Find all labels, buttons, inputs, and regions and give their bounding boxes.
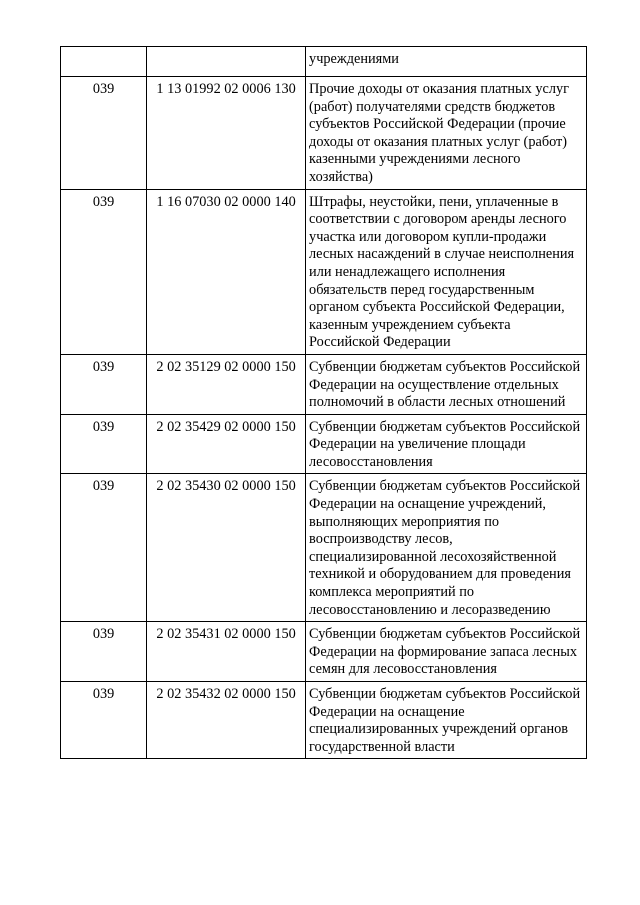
budget-code-cell: 2 02 35430 02 0000 150 [147,474,306,622]
revenue-name-cell: Субвенции бюджетам субъектов Российской Федерации на оснащение специализированных учреждений органов государственной власти [306,682,587,759]
table-row [61,47,587,77]
table-row [61,77,587,190]
budget-code-cell: 2 02 35129 02 0000 150 [147,354,306,414]
revenue-name-cell: Субвенции бюджетам субъектов Российской Федерации на осуществление отдельных полномочий в области лесных отношений [306,354,587,414]
table-row [61,682,587,759]
table-row [61,414,587,474]
admin-code-cell: 039 [61,682,147,759]
revenue-name-cell: учреждениями [306,47,587,77]
admin-code-cell: 039 [61,354,147,414]
revenue-name-cell: Субвенции бюджетам субъектов Российской Федерации на увеличение площади лесовосстановления [306,414,587,474]
table-row [61,474,587,622]
table-row [61,622,587,682]
budget-code-cell [147,47,306,77]
admin-code-cell: 039 [61,474,147,622]
admin-code-cell: 039 [61,622,147,682]
revenue-name-cell: Прочие доходы от оказания платных услуг (работ) получателями средств бюджетов субъектов Российской Федерации (прочие доходы от оказания платных услуг (работ) казенными учреждениями лесного хозяйства) [306,77,587,190]
budget-code-cell: 2 02 35429 02 0000 150 [147,414,306,474]
admin-code-cell: 039 [61,77,147,190]
revenue-name-cell: Штрафы, неустойки, пени, уплаченные в соответствии с договором аренды лесного участка или договором купли-продажи лесных насаждений в случае неисполнения или ненадлежащего исполнения обязательств перед государственным органом субъекта Российской Федерации, казенным учреждением субъекта Российской Федерации [306,189,587,354]
admin-code-cell: 039 [61,414,147,474]
table-row [61,354,587,414]
budget-code-cell: 1 13 01992 02 0006 130 [147,77,306,190]
budget-code-cell: 2 02 35431 02 0000 150 [147,622,306,682]
admin-code-cell [61,47,147,77]
table-row [61,189,587,354]
revenue-name-cell: Субвенции бюджетам субъектов Российской Федерации на оснащение учреждений, выполняющих мероприятия по воспроизводству лесов, специализированной лесохозяйственной техникой и оборудованием для проведения комплекса мероприятий по лесовосстановлению и лесоразведению [306,474,587,622]
revenue-name-cell: Субвенции бюджетам субъектов Российской Федерации на формирование запаса лесных семян для лесовосстановления [306,622,587,682]
revenue-codes-table [60,46,587,759]
budget-code-cell: 1 16 07030 02 0000 140 [147,189,306,354]
admin-code-cell: 039 [61,189,147,354]
budget-code-cell: 2 02 35432 02 0000 150 [147,682,306,759]
